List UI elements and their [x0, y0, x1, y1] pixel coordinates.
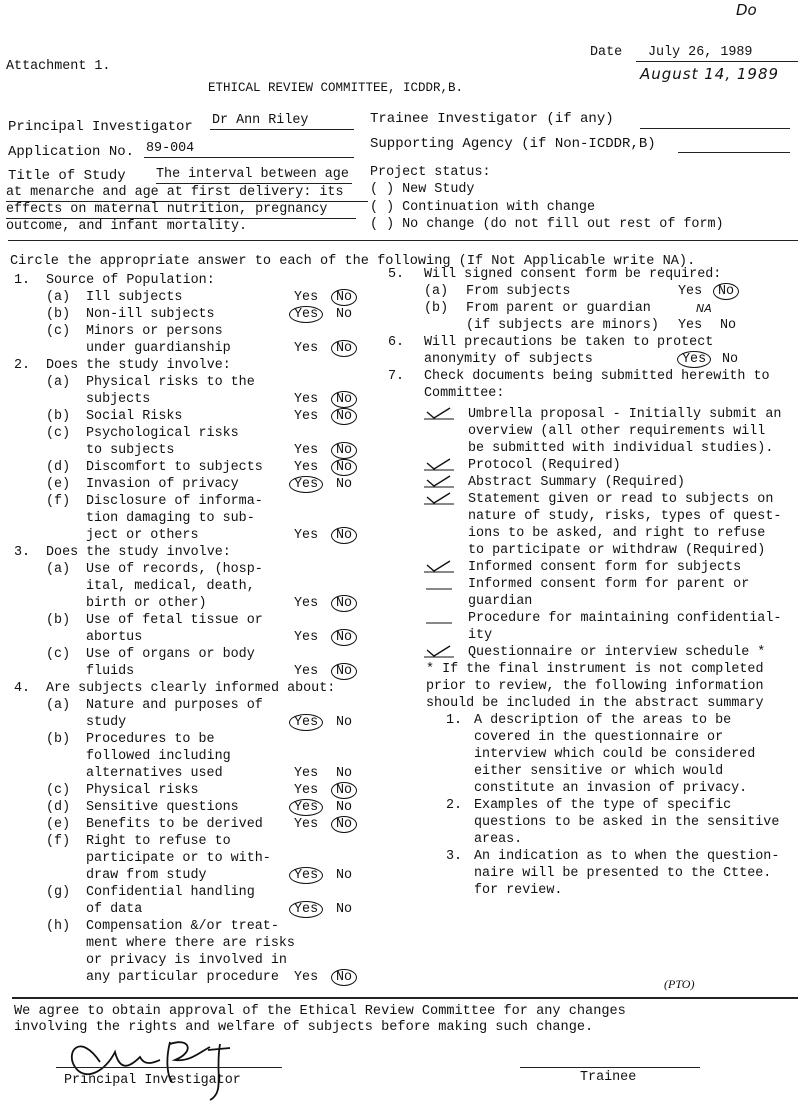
- question-text: Confidential handling: [86, 885, 255, 900]
- divider-top: [8, 240, 798, 241]
- question-letter: (e): [46, 817, 71, 832]
- question-text: Non-ill subjects: [86, 307, 215, 322]
- note-number: 3.: [446, 849, 463, 864]
- answer-yes[interactable]: Yes: [294, 476, 318, 493]
- sig-pi-label: Principal Investigator: [64, 1073, 241, 1088]
- question-row: [14, 782, 384, 799]
- note-text: constitute an invasion of privacy.: [474, 781, 748, 796]
- answer-no[interactable]: No: [336, 969, 352, 986]
- question-row: [14, 731, 384, 748]
- question-text: Minors or persons: [86, 324, 223, 339]
- question-text: to subjects: [86, 443, 175, 458]
- document-line: [388, 457, 800, 474]
- document-text: nature of study, risks, types of quest-: [468, 509, 782, 524]
- agency-value: [678, 136, 790, 153]
- question-row: [14, 476, 384, 493]
- answer-yes[interactable]: Yes: [294, 596, 319, 611]
- answer-no[interactable]: No: [336, 868, 353, 883]
- q5b-text: From parent or guardian: [466, 301, 651, 316]
- question-row: [14, 918, 384, 935]
- note-text: either sensitive or which would: [474, 764, 724, 779]
- answer-yes[interactable]: Yes: [294, 341, 319, 356]
- question-text: or privacy is involved in: [86, 953, 287, 968]
- question-text: Social Risks: [86, 409, 183, 424]
- question-row: [14, 612, 384, 629]
- footnote: [426, 661, 800, 712]
- question-text: Invasion of privacy: [86, 477, 239, 492]
- question-text: Ill subjects: [86, 290, 183, 305]
- answer-yes[interactable]: Yes: [294, 867, 318, 884]
- question-letter: (a): [46, 375, 71, 390]
- answer-no[interactable]: No: [336, 800, 353, 815]
- notes-list: [446, 712, 800, 899]
- question-row: [14, 697, 384, 714]
- answer-no[interactable]: No: [336, 715, 353, 730]
- answer-no[interactable]: No: [336, 595, 352, 612]
- question-text: any particular procedure: [86, 970, 279, 985]
- question-letter: (h): [46, 919, 71, 934]
- question-row: [14, 306, 384, 323]
- question-text: Disclosure of informa-: [86, 494, 263, 509]
- pto-mark: (PTO): [664, 977, 695, 991]
- question-text: Use of organs or body: [86, 647, 255, 662]
- document-text: overview (all other requirements will: [468, 424, 766, 439]
- question-text: of data: [86, 902, 143, 917]
- question-letter: (b): [46, 613, 71, 628]
- question-row: [14, 544, 384, 561]
- question-text: fluids: [86, 664, 135, 679]
- document-line: [388, 644, 800, 661]
- document-line: [388, 542, 800, 559]
- answer-no[interactable]: No: [336, 816, 352, 833]
- note-line: [446, 831, 800, 848]
- question-row: [14, 442, 384, 459]
- question-letter: (b): [46, 307, 71, 322]
- document-line: [388, 423, 800, 440]
- attachment-label: Attachment 1.: [6, 59, 111, 74]
- status-continuation[interactable]: ( ) Continuation with change: [370, 200, 595, 215]
- checkmark-icon[interactable]: [424, 406, 454, 419]
- question-letter: (a): [46, 698, 71, 713]
- question-text: Benefits to be derived: [86, 817, 263, 832]
- question-row: [14, 340, 384, 357]
- q6-yes[interactable]: Yes: [682, 351, 706, 368]
- document-line: [388, 491, 800, 508]
- question-row: [14, 850, 384, 867]
- document-line: [388, 559, 800, 576]
- document-text: ity: [468, 628, 493, 643]
- answer-no[interactable]: No: [336, 391, 352, 408]
- status-new[interactable]: ( ) New Study: [370, 182, 475, 197]
- note-text: questions to be asked in the sensitive: [474, 815, 780, 830]
- question-letter: (g): [46, 885, 71, 900]
- status-nochange[interactable]: ( ) No change (do not fill out rest of form): [370, 217, 724, 232]
- document-line: [388, 593, 800, 610]
- question-text: Are subjects clearly informed about:: [46, 681, 336, 696]
- question-text: Nature and purposes of: [86, 698, 263, 713]
- question-row: [14, 884, 384, 901]
- question-row: [14, 595, 384, 612]
- answer-yes[interactable]: Yes: [294, 664, 319, 679]
- documents-list: [388, 406, 800, 661]
- title-line-4: outcome, and infant mortality.: [6, 219, 248, 234]
- question-text: under guardianship: [86, 341, 231, 356]
- title-line-2: at menarche and age at first delivery: its: [6, 184, 368, 202]
- question-row: [14, 714, 384, 731]
- question-row: [14, 391, 384, 408]
- question-text: Discomfort to subjects: [86, 460, 263, 475]
- q5a-no[interactable]: No: [718, 283, 734, 300]
- question-row: [14, 323, 384, 340]
- question-letter: (f): [46, 494, 71, 509]
- question-row: [14, 646, 384, 663]
- question-text: Psychological risks: [86, 426, 239, 441]
- note-text: areas.: [474, 832, 523, 847]
- q5a-text: From subjects: [466, 284, 571, 299]
- question-number: 3.: [14, 545, 31, 560]
- question-row: [14, 748, 384, 765]
- right-questions: 5. Will signed consent form be required: (a) From subjects Yes No (b) From parent or guardian NA (if subjects are minors) Yes No 6. Will precautions be taken to protect anonymity of subjects Yes No 7. Check documents being submitted herewith to Committee: Umbrella proposal - Initially submit an overview (all other requirements will be submitted with individual studies). Protocol (Required) Abstract Summary (Required) Statement given or read to subjects on nature of study, risks, types of quest- ions to be asked, and right to refuse to participate or withdraw (Required) Informed consent form for subjects Informed consent form for parent or guardian Procedure for maintaining confidential- ity Questionnaire or interview schedule * * If the final instrument is not completed prior to review, the following information should be included in the abstract summary 1. A description of the areas to be covered in the questionnaire or interview which could be considered either sensitive or which would constitute an invasion of privacy. 2. Examples of the type of specific questions to be asked in the sensitive areas. 3. An indication as to when the question- naire will be presented to the Cttee. for review.: [388, 266, 800, 899]
- question-text: alternatives used: [86, 766, 223, 781]
- question-row: [14, 561, 384, 578]
- pi-value: Dr Ann Riley: [210, 112, 354, 130]
- answer-yes[interactable]: Yes: [294, 766, 319, 781]
- note-text: interview which could be considered: [474, 747, 756, 762]
- answer-yes[interactable]: Yes: [294, 799, 318, 816]
- document-line: [388, 525, 800, 542]
- question-text: study: [86, 715, 127, 730]
- q6-no[interactable]: No: [722, 352, 739, 367]
- question-text: Right to refuse to: [86, 834, 231, 849]
- answer-no[interactable]: No: [336, 527, 352, 544]
- date-label: Date: [590, 45, 623, 60]
- answer-yes[interactable]: Yes: [294, 392, 319, 407]
- note-line: [446, 746, 800, 763]
- question-text: Physical risks to the: [86, 375, 255, 390]
- answer-yes[interactable]: Yes: [294, 290, 319, 305]
- question-letter: (a): [46, 290, 71, 305]
- question-row: [14, 289, 384, 306]
- question-letter: (d): [46, 800, 71, 815]
- answer-no[interactable]: No: [336, 902, 353, 917]
- document-text: be submitted with individual studies).: [468, 441, 774, 456]
- answer-yes[interactable]: Yes: [294, 817, 319, 832]
- question-row: [14, 408, 384, 425]
- pi-signature: [60, 1022, 280, 1102]
- trainee-signature-line: [520, 1067, 700, 1068]
- question-letter: (c): [46, 426, 71, 441]
- note-line: [446, 780, 800, 797]
- note-text: Examples of the type of specific: [474, 798, 732, 813]
- answer-no[interactable]: No: [336, 442, 352, 459]
- question-letter: (c): [46, 647, 71, 662]
- question-text: tion damaging to sub-: [86, 511, 255, 526]
- question-letter: (a): [46, 562, 71, 577]
- question-text: Sensitive questions: [86, 800, 239, 815]
- footnote-line: should be included in the abstract summary: [426, 696, 764, 711]
- question-text: Use of fetal tissue or: [86, 613, 263, 628]
- note-text: An indication as to when the question-: [474, 849, 780, 864]
- document-text: Questionnaire or interview schedule *: [468, 645, 766, 660]
- answer-yes[interactable]: Yes: [294, 901, 318, 918]
- question-text: participate or to with-: [86, 851, 271, 866]
- q5b2-text: (if subjects are minors): [466, 318, 659, 333]
- agency-label: Supporting Agency (if Non-ICDDR,B): [370, 136, 656, 152]
- question-letter: (c): [46, 783, 71, 798]
- answer-yes[interactable]: Yes: [294, 460, 319, 475]
- question-text: followed including: [86, 749, 231, 764]
- question-text: birth or other): [86, 596, 207, 611]
- question-text: Does the study involve:: [46, 358, 231, 373]
- title-label: Title of Study: [8, 168, 126, 184]
- question-number: 2.: [14, 358, 31, 373]
- date-value: July 26, 1989: [636, 44, 798, 62]
- question-row: [14, 799, 384, 816]
- q6-text-2: anonymity of subjects: [424, 352, 593, 367]
- question-row: [14, 663, 384, 680]
- title-line-1: The interval between age: [156, 166, 352, 184]
- question-row: [14, 510, 384, 527]
- question-text: Procedures to be: [86, 732, 215, 747]
- note-line: [446, 848, 800, 865]
- document-text: Abstract Summary (Required): [468, 475, 685, 490]
- pi-signature-line: [56, 1067, 282, 1068]
- question-letter: (b): [46, 409, 71, 424]
- question-number: 4.: [14, 681, 31, 696]
- answer-no[interactable]: No: [336, 477, 353, 492]
- document-text: Informed consent form for subjects: [468, 560, 742, 575]
- note-line: [446, 814, 800, 831]
- answer-no[interactable]: No: [336, 766, 353, 781]
- question-row: [14, 629, 384, 646]
- application-value: 89-004: [144, 140, 354, 158]
- note-text: naire will be presented to the Cttee.: [474, 866, 772, 881]
- question-text: Compensation &/or treat-: [86, 919, 279, 934]
- question-text: draw from study: [86, 868, 207, 883]
- note-line: [446, 729, 800, 746]
- document-line: [388, 576, 800, 593]
- date-handwritten: August 14, 1989: [640, 65, 780, 83]
- question-text: ital, medical, death,: [86, 579, 255, 594]
- question-letter: (b): [46, 732, 71, 747]
- answer-yes[interactable]: Yes: [294, 528, 319, 543]
- answer-yes[interactable]: Yes: [294, 714, 318, 731]
- sig-trainee-label: Trainee: [580, 1070, 637, 1085]
- question-row: [14, 901, 384, 918]
- instructions: Circle the appropriate answer to each of the following (If Not Applicable write NA).: [10, 254, 696, 269]
- trainee-label: Trainee Investigator (if any): [370, 111, 614, 127]
- answer-no[interactable]: No: [336, 459, 352, 476]
- q5-text: Will signed consent form be required:: [424, 267, 722, 282]
- question-text: Physical risks: [86, 783, 199, 798]
- document-text: to participate or withdraw (Required): [468, 543, 766, 558]
- checkmark-icon[interactable]: [424, 457, 454, 470]
- note-text: covered in the questionnaire or: [474, 730, 724, 745]
- q5b-na: NA: [696, 302, 712, 315]
- agree-line-2: involving the rights and welfare of subjects before making such change.: [14, 1020, 594, 1035]
- answer-yes[interactable]: Yes: [294, 443, 319, 458]
- document-text: Umbrella proposal - Initially submit an: [468, 407, 782, 422]
- question-row: [14, 357, 384, 374]
- checkmark-icon[interactable]: [424, 474, 454, 487]
- note-line: [446, 763, 800, 780]
- blank-checkline[interactable]: [424, 610, 454, 623]
- question-text: ject or others: [86, 528, 199, 543]
- answer-no[interactable]: No: [336, 289, 352, 306]
- note-text: for review.: [474, 883, 563, 898]
- divider-bottom: [12, 997, 798, 999]
- title-line-3: effects on maternal nutrition, pregnancy: [6, 201, 356, 219]
- question-row: [14, 867, 384, 884]
- document-text: guardian: [468, 594, 533, 609]
- checkmark-icon[interactable]: [424, 491, 454, 504]
- question-text: abortus: [86, 630, 143, 645]
- footnote-line: * If the final instrument is not completed: [426, 662, 764, 677]
- note-text: A description of the areas to be: [474, 713, 732, 728]
- question-number: 1.: [14, 273, 31, 288]
- checkmark-icon[interactable]: [424, 559, 454, 572]
- answer-yes[interactable]: Yes: [294, 630, 319, 645]
- answer-no[interactable]: No: [336, 408, 352, 425]
- note-line: [446, 712, 800, 729]
- q7-text-2: Committee:: [424, 386, 505, 401]
- answer-yes[interactable]: Yes: [294, 783, 319, 798]
- footnote-line: prior to review, the following information: [426, 679, 764, 694]
- document-text: Statement given or read to subjects on: [468, 492, 774, 507]
- q5b-no[interactable]: No: [720, 318, 737, 333]
- question-letter: (e): [46, 477, 71, 492]
- question-text: ment where there are risks: [86, 936, 295, 951]
- document-line: [388, 474, 800, 491]
- answer-no[interactable]: No: [336, 782, 352, 799]
- application-label: Application No.: [8, 144, 135, 160]
- q5b-yes[interactable]: Yes: [678, 318, 703, 333]
- note-number: 2.: [446, 798, 463, 813]
- q6-text-1: Will precautions be taken to protect: [424, 335, 714, 350]
- pi-label: Principal Investigator: [8, 119, 193, 135]
- question-row: [14, 833, 384, 850]
- answer-yes[interactable]: Yes: [294, 970, 319, 985]
- question-row: [14, 816, 384, 833]
- question-letter: (d): [46, 460, 71, 475]
- q7-text-1: Check documents being submitted herewith to: [424, 369, 770, 384]
- question-row: [14, 680, 384, 697]
- committee-title: ETHICAL REVIEW COMMITTEE, ICDDR,B.: [208, 81, 464, 95]
- document-line: [388, 508, 800, 525]
- checkmark-icon[interactable]: [424, 644, 454, 657]
- question-text: Does the study involve:: [46, 545, 231, 560]
- question-text: Use of records, (hosp-: [86, 562, 263, 577]
- note-line: [446, 865, 800, 882]
- document-line: [388, 610, 800, 627]
- status-label: Project status:: [370, 165, 491, 180]
- question-row: [14, 459, 384, 476]
- document-text: Protocol (Required): [468, 458, 621, 473]
- corner-mark: Do: [736, 1, 757, 19]
- document-line: [388, 406, 800, 423]
- question-letter: (f): [46, 834, 71, 849]
- note-number: 1.: [446, 713, 463, 728]
- left-questions: [14, 272, 384, 986]
- document-text: ions to be asked, and right to refuse: [468, 526, 766, 541]
- q5a-yes[interactable]: Yes: [678, 284, 703, 299]
- question-row: [14, 765, 384, 782]
- question-row: [14, 425, 384, 442]
- note-line: [446, 882, 800, 899]
- question-row: [14, 935, 384, 952]
- document-line: [388, 440, 800, 457]
- question-row: [14, 272, 384, 289]
- answer-no[interactable]: No: [336, 340, 352, 357]
- answer-yes[interactable]: Yes: [294, 409, 319, 424]
- question-row: [14, 493, 384, 510]
- question-row: [14, 578, 384, 595]
- note-line: [446, 797, 800, 814]
- trainee-value: [640, 112, 790, 129]
- question-row: [14, 374, 384, 391]
- question-row: [14, 969, 384, 986]
- document-line: [388, 627, 800, 644]
- answer-no[interactable]: No: [336, 629, 352, 646]
- answer-no[interactable]: No: [336, 663, 352, 680]
- question-row: [14, 527, 384, 544]
- answer-yes[interactable]: Yes: [294, 306, 318, 323]
- agree-line-1: We agree to obtain approval of the Ethical Review Committee for any changes: [14, 1004, 626, 1019]
- blank-checkline[interactable]: [424, 576, 454, 589]
- question-row: [14, 952, 384, 969]
- question-text: Source of Population:: [46, 273, 215, 288]
- document-text: Informed consent form for parent or: [468, 577, 750, 592]
- answer-no[interactable]: No: [336, 307, 353, 322]
- document-text: Procedure for maintaining confidential-: [468, 611, 782, 626]
- question-letter: (c): [46, 324, 71, 339]
- question-text: subjects: [86, 392, 151, 407]
